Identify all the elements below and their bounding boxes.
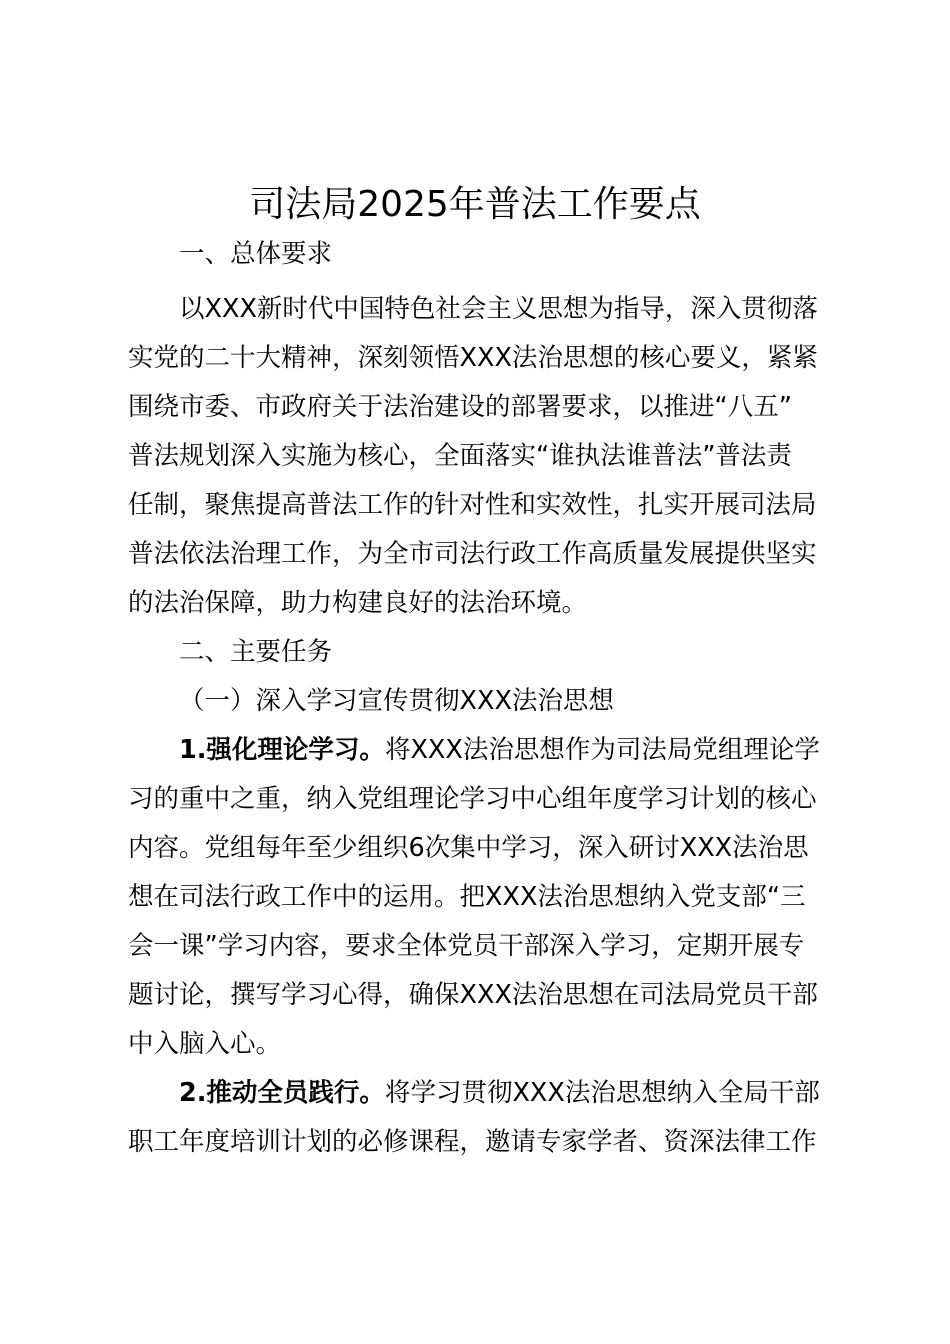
paragraph-line: 普法规划深入实施为核心，全面落实“谁执法谁普法”普法责: [128, 441, 792, 471]
paragraph-line: 实党的二十大精神，深刻领悟XXX法治思想的核心要义，紧紧: [128, 343, 818, 373]
paragraph-line: 内容。党组每年至少组织6次集中学习，深入研讨XXX法治思: [128, 833, 809, 863]
paragraph-line: [128, 726, 830, 775]
paragraph-line: 以XXX新时代中国特色社会主义思想为指导，深入贯彻落: [179, 294, 818, 324]
item-first-line-text: 将学习贯彻XXX法治思想纳入全局干部: [384, 1078, 820, 1108]
document-title: 司法局2025年普法工作要点: [249, 184, 701, 225]
paragraph-line: 职工年度培训计划的必修课程，邀请专家学者、资深法律工作: [128, 1127, 817, 1157]
paragraph-line: 的法治保障，助力构建良好的法治环境。: [128, 588, 588, 618]
paragraph-line: 习的重中之重，纳入党组理论学习中心组年度学习计划的核心: [128, 784, 817, 814]
section-heading-overall-requirements: 一、总体要求: [179, 239, 333, 269]
document-body: [128, 230, 830, 1167]
item-lead-promote-practice: 2.推动全员践行。: [179, 1078, 385, 1108]
paragraph-line: 围绕市委、市政府关于法治建设的部署要求，以推进“八五”: [128, 392, 792, 422]
paragraph-line: 想在司法行政工作中的运用。把XXX法治思想纳入党支部“三: [128, 882, 806, 912]
item-first-line-text: 将XXX法治思想作为司法局党组理论学: [384, 735, 820, 765]
subsection-heading: （一）深入学习宣传贯彻XXX法治思想: [179, 686, 614, 716]
paragraph-line: 中入脑入心。: [128, 1029, 282, 1059]
section-heading-main-tasks: 二、主要任务: [179, 637, 333, 667]
paragraph-line: 题讨论，撰写学习心得，确保XXX法治思想在司法局党员干部: [128, 980, 818, 1010]
item-lead-strengthen-theory: 1.强化理论学习。: [179, 735, 385, 765]
paragraph-line: 任制，聚焦提高普法工作的针对性和实效性，扎实开展司法局: [128, 490, 817, 520]
paragraph-line: 会一课”学习内容，要求全体党员干部深入学习，定期开展专: [128, 931, 805, 961]
paragraph-line: [128, 1069, 830, 1118]
paragraph-line: 普法依法治理工作，为全市司法行政工作高质量发展提供坚实: [128, 539, 817, 569]
